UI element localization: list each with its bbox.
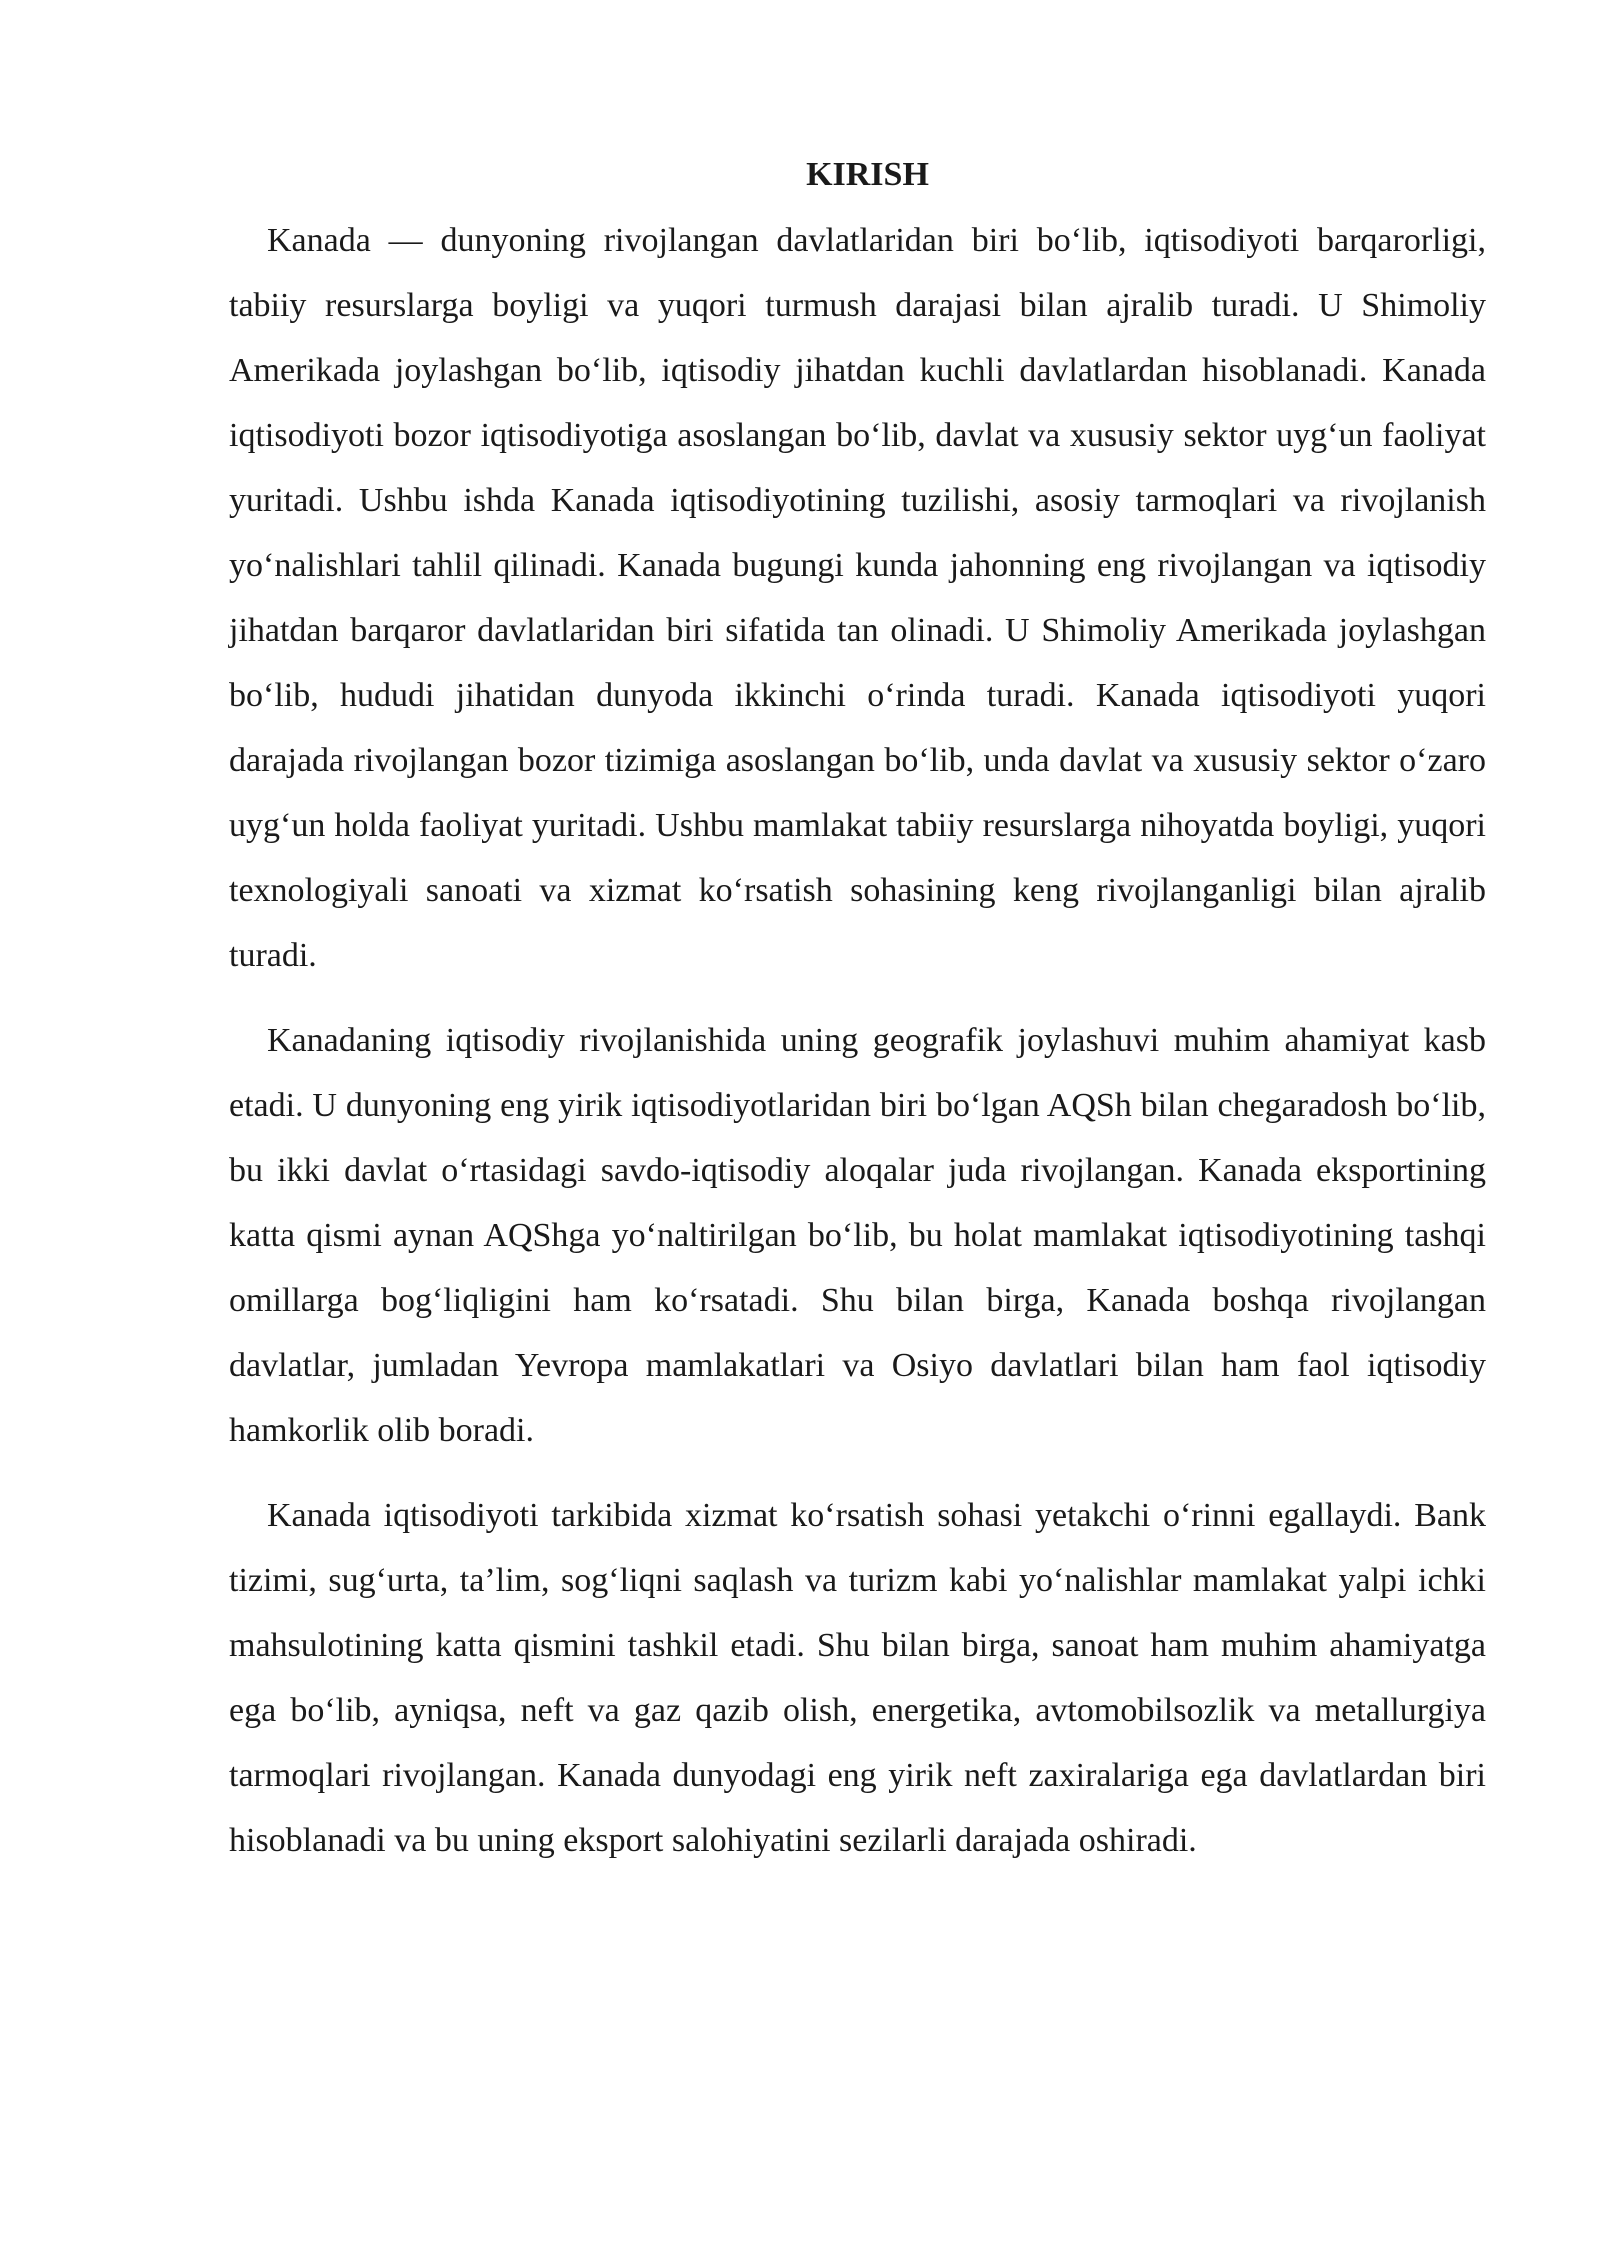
paragraph-economy-structure: Kanada iqtisodiyoti tarkibida xizmat ko‘rsatish sohasi yetakchi o‘rinni egallaydi. Bank tizimi, sug‘urta, ta’lim, sog‘liqni saqlash va turizm kabi yo‘nalishlar mamlakat yalpi ichki mahsulotining katta qismini tashkil etadi. Shu bilan birga, sanoat ham muhim ahamiyatga ega bo‘lib, ayniqsa, neft va gaz qazib olish, energetika, avtomobilsozlik va metallurgiya tarmoqlari rivojlangan. Kanada dunyodagi eng yirik neft zaxiralariga ega davlatlardan biri hisoblanadi va bu uning eksport salohiyatini sezilarli darajada oshiradi.: [229, 1497, 1486, 1859]
paragraph-intro: Kanada — dunyoning rivojlangan davlatlaridan biri bo‘lib, iqtisodiyoti barqarorligi, tabiiy resurslarga boyligi va yuqori turmush darajasi bilan ajralib turadi. U Shimoliy Amerikada joylashgan bo‘lib, iqtisodiy jihatdan kuchli davlatlardan hisoblanadi. Kanada iqtisodiyoti bozor iqtisodiyotiga asoslangan bo‘lib, davlat va xususiy sektor uyg‘un faoliyat yuritadi. Ushbu ishda Kanada iqtisodiyotining tuzilishi, asosiy tarmoqlari va rivojlanish yo‘nalishlari tahlil qilinadi. Kanada bugungi kunda jahonning eng rivojlangan va iqtisodiy jihatdan barqaror davlatlaridan biri sifatida tan olinadi. U Shimoliy Amerikada joylashgan bo‘lib, hududi jihatidan dunyoda ikkinchi o‘rinda turadi. Kanada iqtisodiyoti yuqori darajada rivojlangan bozor tizimiga asoslangan bo‘lib, unda davlat va xususiy sektor o‘zaro uyg‘un holda faoliyat yuritadi. Ushbu mamlakat tabiiy resurslarga nihoyatda boyligi, yuqori texnologiyali sanoati va xizmat ko‘rsatish sohasining keng rivojlanganligi bilan ajralib turadi.: [229, 222, 1486, 974]
section-title: KIRISH: [806, 156, 929, 193]
paragraph-geography: Kanadaning iqtisodiy rivojlanishida uning geografik joylashuvi muhim ahamiyat kasb etadi. U dunyoning eng yirik iqtisodiyotlaridan biri bo‘lgan AQSh bilan chegaradosh bo‘lib, bu ikki davlat o‘rtasidagi savdo-iqtisodiy aloqalar juda rivojlangan. Kanada eksportining katta qismi aynan AQShga yo‘naltirilgan bo‘lib, bu holat mamlakat iqtisodiyotining tashqi omillarga bog‘liqligini ham ko‘rsatadi. Shu bilan birga, Kanada boshqa rivojlangan davlatlar, jumladan Yevropa mamlakatlari va Osiyo davlatlari bilan ham faol iqtisodiy hamkorlik olib boradi.: [229, 1022, 1486, 1449]
document-body: [229, 148, 1486, 1893]
